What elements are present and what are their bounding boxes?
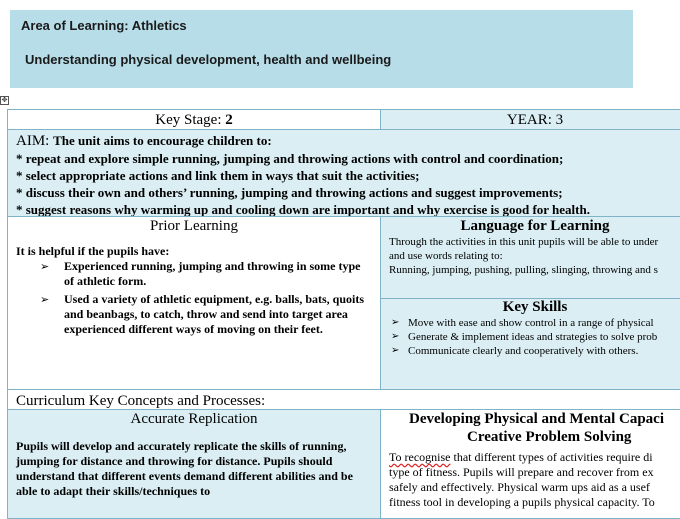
arrow-bullet-icon: ➢ [391,317,400,328]
developing-capacity-heading: Developing Physical and Mental Capaci [409,411,665,427]
curriculum-heading-cell [7,389,680,410]
area-of-learning-header [10,10,633,88]
language-line: Through the activities in this unit pupils will be able to under [389,236,659,248]
list-item: ➢ Generate & implement ideas and strategies to solve prob [391,331,658,343]
language-for-learning-heading: Language for Learning [460,218,610,234]
key-stage-value: 2 [225,112,233,128]
list-item: ➢ Experienced running, jumping and throwing in some type of athletic form. [40,259,361,288]
accurate-replication-body: Pupils will develop and accurately replicate the skills of running, jumping for distance and throwing for distance. Pupils should understand that different events demand different abilities and be able to adapt their skills/techniques to [16,439,353,498]
aim-item: * repeat and explore simple running, jumping and throwing actions with control and coordination; [16,151,564,166]
developing-line: fitness tool in developing a pupils physical capacity. To [389,495,655,509]
language-line: Running, jumping, pushing, pulling, slinging, throwing and s [389,264,658,276]
key-skills-heading: Key Skills [502,299,568,315]
area-of-learning-title: Area of Learning: Athletics [21,18,187,33]
creative-problem-solving-heading: Creative Problem Solving [467,429,632,445]
arrow-bullet-icon: ➢ [391,345,400,356]
language-line: and use words relating to: [389,250,503,262]
curriculum-heading: Curriculum Key Concepts and Processes: [16,393,266,409]
arrow-bullet-icon: ➢ [40,293,50,306]
aim-item: * select appropriate actions and link them in ways that suit the activities; [16,168,420,183]
unit-plan-table [7,109,680,519]
developing-capacity-cell [380,409,680,519]
list-item: ➢ Used a variety of athletic equipment, e.g. balls, bats, quoits and beanbags, to catch, throw and send into target area experienced different ways of moving on their feet. [40,292,364,336]
area-of-learning-subtitle: Understanding physical development, health and wellbeing [25,52,392,67]
key-skills-cell [380,298,680,390]
key-stage-label: Key Stage: [155,112,226,128]
year-cell [380,109,680,130]
list-item: ➢ Communicate clearly and cooperatively with others. [391,345,639,357]
aim-intro: The unit aims to encourage children to: [53,133,272,148]
prior-learning-cell [7,216,381,390]
move-handle-icon[interactable]: ✥ [1,96,8,104]
developing-line: To recognise that different types of activities require di [389,450,653,464]
language-for-learning-cell [380,216,680,299]
developing-line: type of fitness. Pupils will prepare and recover from ex [389,465,654,479]
arrow-bullet-icon: ➢ [391,331,400,342]
key-stage-cell [7,109,381,130]
accurate-replication-heading: Accurate Replication [130,411,258,427]
year-label: YEAR: 3 [506,112,564,128]
prior-learning-heading: Prior Learning [150,218,238,234]
aim-cell [7,129,680,217]
spelling-flag-word[interactable]: To recognise [389,450,451,464]
accurate-replication-cell [7,409,381,519]
aim-item: * suggest reasons why warming up and cooling down are important and why exercise is good for health. [16,202,590,217]
developing-line: safely and effectively. Physical warm ups aid as a usef [389,480,650,494]
list-item: ➢ Move with ease and show control in a range of physical [391,317,654,329]
aim-title: AIM: [16,133,54,149]
aim-item: * discuss their own and others’ running, jumping and throwing actions and suggest improvements; [16,185,563,200]
prior-learning-intro: It is helpful if the pupils have: [16,244,170,258]
arrow-bullet-icon: ➢ [40,260,50,273]
